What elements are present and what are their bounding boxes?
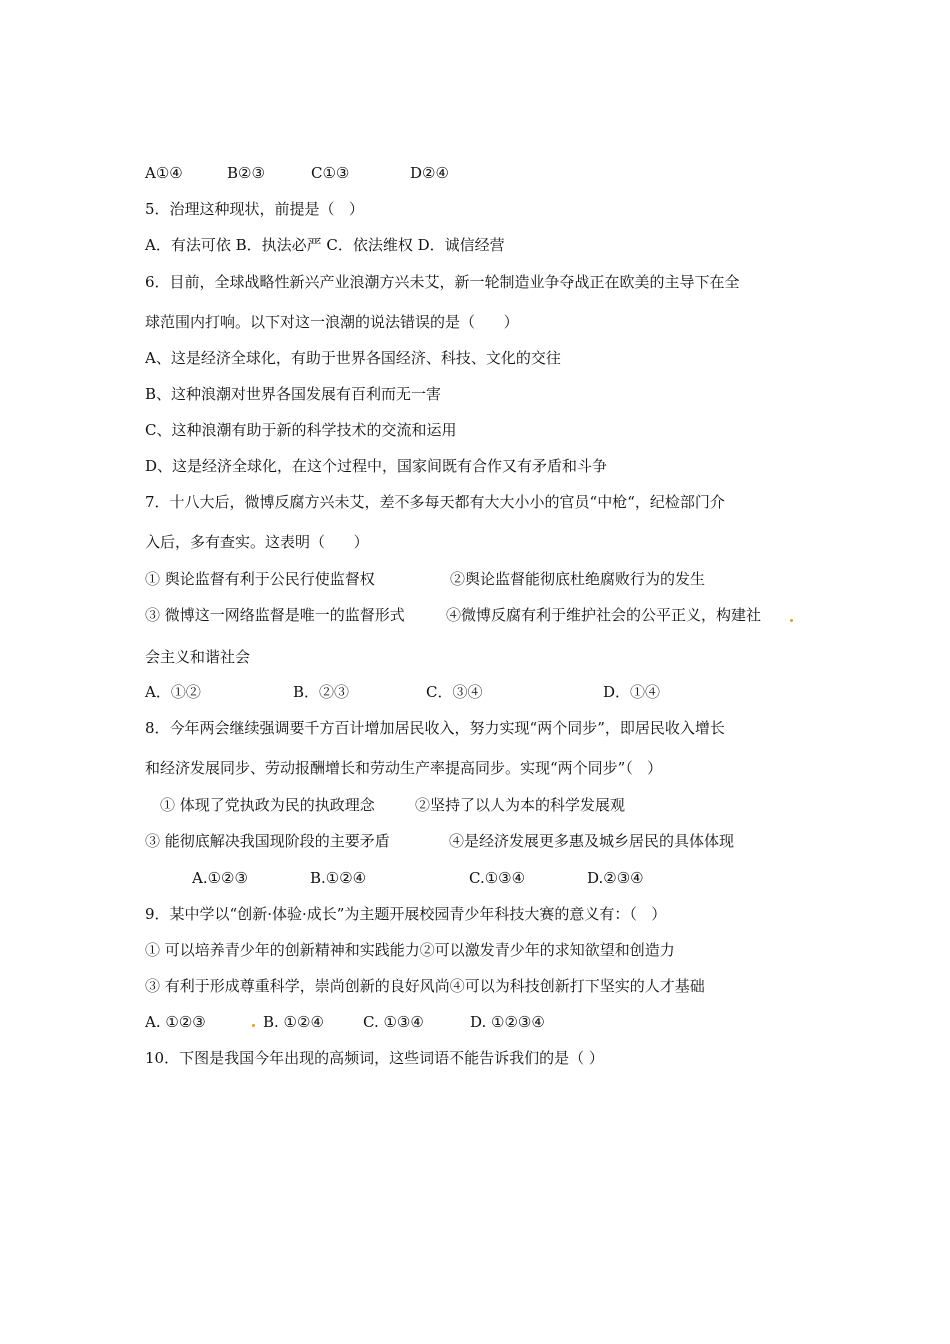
q8-option-c: C.①③④ — [469, 869, 526, 887]
q10-stem: 10．下图是我国今年出现的高频词，这些词语不能告诉我们的是（ ） — [145, 1049, 604, 1067]
q4-option-a: A①④ — [145, 164, 183, 182]
q7-option-a: A．①② — [145, 683, 201, 701]
q9-option-a: A. ①②③ — [145, 1013, 206, 1031]
q5-stem: 5．治理这种现状，前提是（ ） — [145, 200, 364, 218]
q4-option-c: C①③ — [311, 164, 350, 182]
q8-item4: ④是经济发展更多惠及城乡居民的具体体现 — [449, 832, 735, 850]
q7-item4-line2: 会主义和谐社会 — [145, 648, 251, 666]
stray-mark — [790, 619, 793, 622]
q7-item2: ②舆论监督能彻底杜绝腐败行为的发生 — [450, 570, 706, 588]
q9-option-c: C. ①③④ — [363, 1013, 424, 1031]
q7-stem-line1: 7．十八大后，微博反腐方兴未艾，差不多每天都有大大小小的官员“中枪“，纪检部门介 — [145, 493, 725, 511]
q9-line2: ③ 有利于形成尊重科学，崇尚创新的良好风尚④可以为科技创新打下坚实的人才基础 — [145, 977, 705, 995]
q6-stem-line2: 球范围内打响。以下对这一浪潮的说法错误的是（ ） — [145, 313, 519, 331]
q7-item1: ① 舆论监督有利于公民行使监督权 — [145, 570, 375, 588]
q8-item2: ②坚持了以人为本的科学发展观 — [415, 796, 626, 814]
q4-option-d: D②④ — [410, 164, 449, 182]
q7-item3: ③ 微博这一网络监督是唯一的监督形式 — [145, 606, 405, 624]
q4-option-b: B②③ — [227, 164, 265, 182]
q8-option-b: B.①②④ — [310, 869, 367, 887]
q7-stem-line2: 入后，多有查实。这表明（ ） — [145, 533, 369, 551]
q6-option-c: C、这种浪潮有助于新的科学技术的交流和运用 — [145, 421, 457, 439]
q6-option-d: D、这是经济全球化，在这个过程中，国家间既有合作又有矛盾和斗争 — [145, 457, 608, 475]
stray-mark — [252, 1024, 255, 1027]
q6-option-b: B、这种浪潮对世界各国发展有百利而无一害 — [145, 385, 442, 403]
q7-option-d: D．①④ — [603, 683, 661, 701]
q7-item4-line1: ④微博反腐有利于维护社会的公平正义，构建社 — [446, 606, 762, 624]
q9-option-b: B. ①②④ — [263, 1013, 324, 1031]
q8-option-a: A.①②③ — [192, 869, 248, 887]
q6-stem-line1: 6．目前，全球战略性新兴产业浪潮方兴未艾，新一轮制造业争夺战正在欧美的主导下在全 — [145, 273, 740, 291]
q6-option-a: A、这是经济全球化，有助于世界各国经济、科技、文化的交往 — [145, 349, 561, 367]
q7-option-b: B．②③ — [293, 683, 350, 701]
q5-options: A．有法可依 B．执法必严 C．依法维权 D．诚信经营 — [145, 236, 505, 254]
q9-stem: 9．某中学以“创新·体验·成长”为主题开展校园青少年科技大赛的意义有：（ ） — [145, 905, 667, 923]
q8-item3: ③ 能彻底解决我国现阶段的主要矛盾 — [145, 832, 390, 850]
q8-stem-line1: 8．今年两会继续强调要千方百计增加居民收入，努力实现“两个同步”，即居民收入增长 — [145, 719, 725, 737]
q9-line1: ① 可以培养青少年的创新精神和实践能力②可以激发青少年的求知欲望和创造力 — [145, 941, 675, 959]
q8-item1: ① 体现了党执政为民的执政理念 — [160, 796, 375, 814]
q8-option-d: D.②③④ — [587, 869, 644, 887]
q8-stem-line2: 和经济发展同步、劳动报酬增长和劳动生产率提高同步。实现“两个同步”（ ） — [145, 759, 663, 777]
q9-option-d: D. ①②③④ — [470, 1013, 545, 1031]
q7-option-c: C．③④ — [426, 683, 483, 701]
